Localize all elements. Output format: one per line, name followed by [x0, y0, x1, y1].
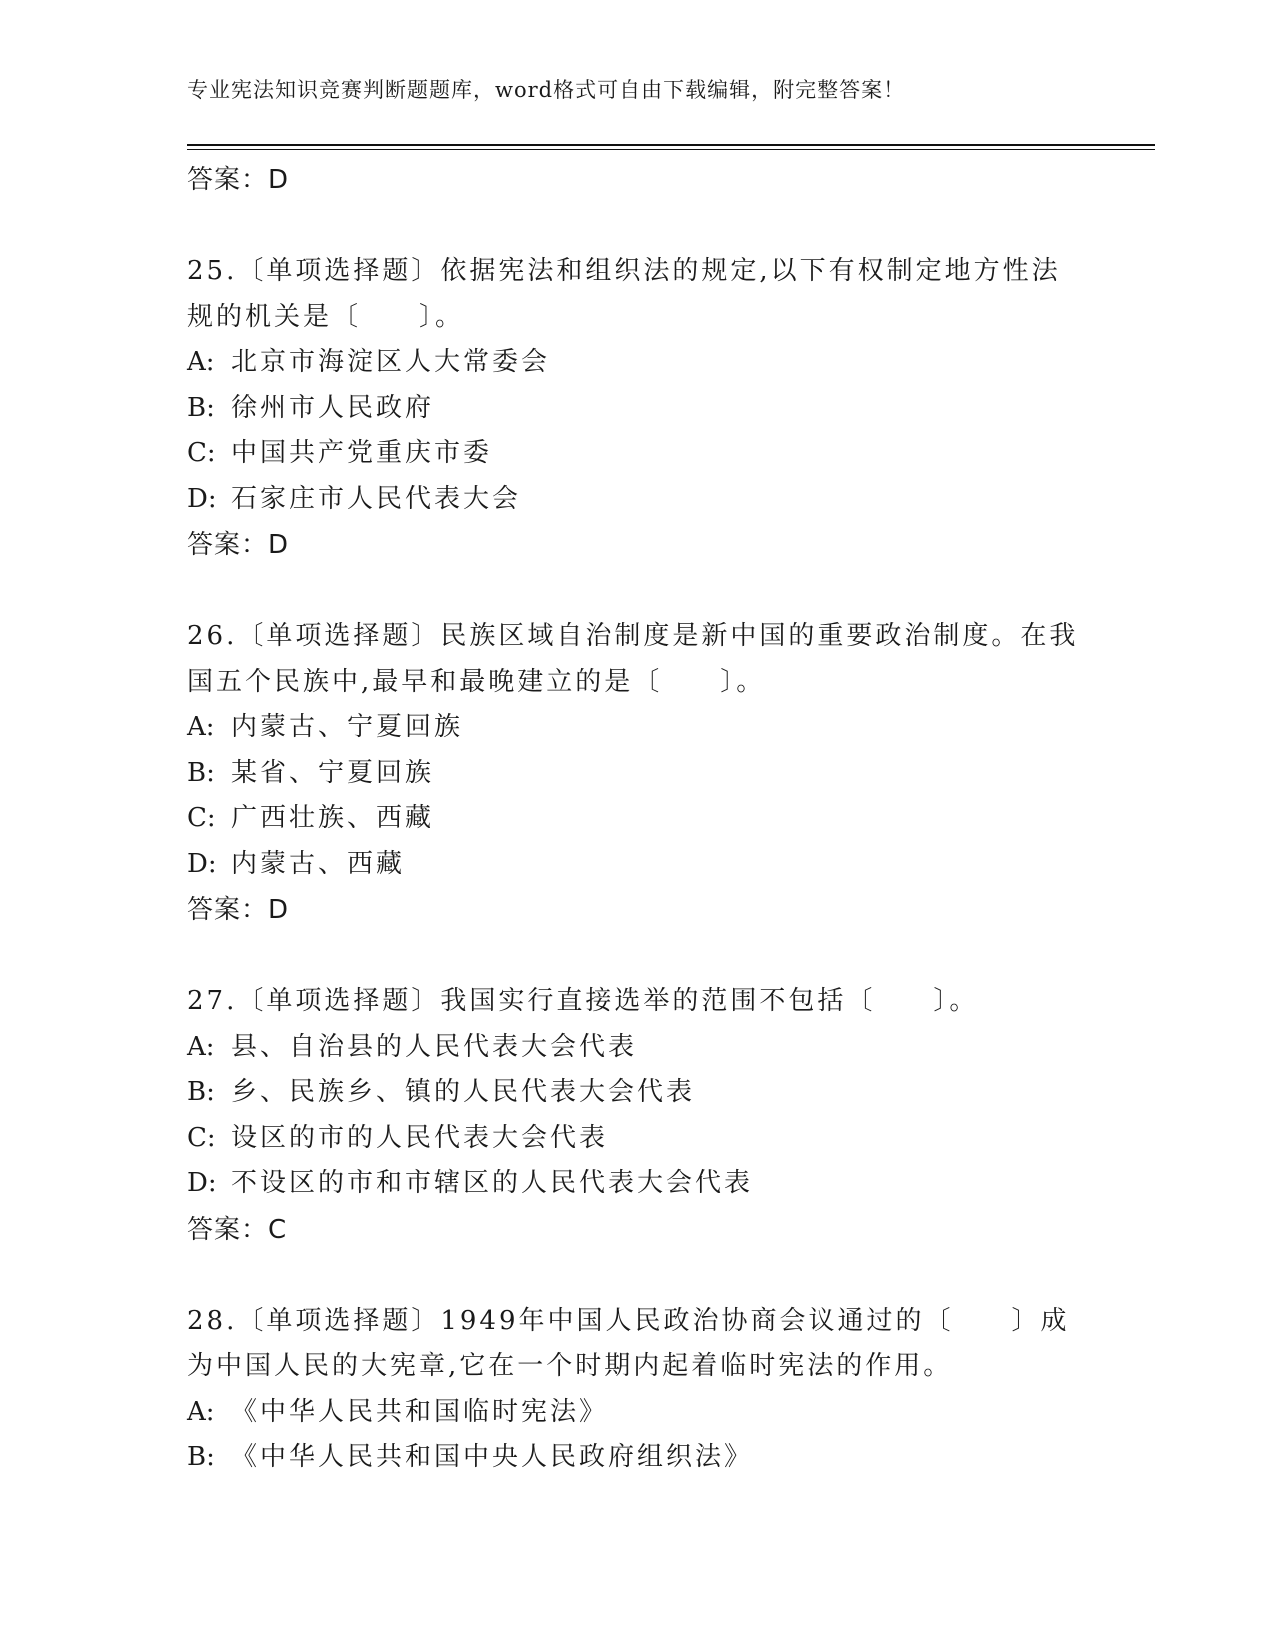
option-key: D: — [187, 848, 217, 879]
option-b — [187, 1435, 1087, 1481]
option-a — [187, 1025, 1087, 1071]
answer-line: 答案：D — [187, 895, 290, 925]
option-text: 中国共产党重庆市委 — [231, 438, 493, 468]
option-key: C: — [187, 438, 216, 468]
option-d — [187, 477, 1087, 523]
option-text: 内蒙古、宁夏回族 — [231, 712, 464, 742]
option-text: 《中华人民共和国中央人民政府组织法》 — [231, 1442, 754, 1472]
option-text: 《中华人民共和国临时宪法》 — [231, 1396, 609, 1427]
option-text: 设区的市的人民代表大会代表 — [231, 1122, 609, 1153]
question-text: 28.〔单项选择题〕1949年中国人民政治协商会议通过的〔 〕成为中国人民的大宪章,它在一个时期内起着临时宪法的作用。 — [187, 1305, 1070, 1381]
option-key: B: — [187, 1077, 215, 1107]
option-text: 乡、民族乡、镇的人民代表大会代表 — [231, 1077, 696, 1107]
answer-line: 答案：D — [187, 530, 290, 560]
header-divider — [187, 144, 1155, 150]
option-key: A: — [187, 1396, 215, 1427]
option-text: 不设区的市和市辖区的人民代表大会代表 — [231, 1168, 754, 1198]
option-key: B: — [187, 757, 215, 788]
option-text: 县、自治县的人民代表大会代表 — [231, 1031, 638, 1062]
option-text: 徐州市人民政府 — [231, 392, 435, 423]
option-key: A: — [187, 347, 215, 377]
answer-line: 答案：D — [187, 165, 290, 195]
question-27 — [187, 979, 1087, 1253]
option-a — [187, 340, 1087, 386]
option-a — [187, 1390, 1087, 1436]
page-header: 专业宪法知识竞赛判断题题库，word格式可自由下载编辑，附完整答案！ — [187, 78, 906, 102]
option-key: D: — [187, 483, 217, 514]
option-text: 某省、宁夏回族 — [231, 757, 435, 788]
question-text: 26.〔单项选择题〕民族区域自治制度是新中国的重要政治制度。在我国五个民族中,最早和最晚建立的是〔 〕。 — [187, 621, 1079, 697]
option-b — [187, 1070, 1087, 1116]
option-b — [187, 386, 1087, 432]
document-body — [187, 157, 1087, 1481]
option-key: A: — [187, 1031, 215, 1062]
question-26 — [187, 614, 1087, 933]
option-c — [187, 1116, 1087, 1162]
option-key: C: — [187, 803, 216, 833]
option-key: C: — [187, 1122, 216, 1153]
option-d — [187, 842, 1087, 888]
question-text: 27.〔单项选择题〕我国实行直接选举的范围不包括〔 〕。 — [187, 986, 979, 1016]
option-key: B: — [187, 1442, 215, 1472]
answer-line: 答案：C — [187, 1214, 288, 1245]
option-d — [187, 1161, 1087, 1207]
option-key: A: — [187, 712, 215, 742]
option-b — [187, 751, 1087, 797]
option-c — [187, 796, 1087, 842]
option-text: 北京市海淀区人大常委会 — [231, 347, 551, 377]
option-text: 石家庄市人民代表大会 — [231, 483, 522, 514]
question-text: 25.〔单项选择题〕依据宪法和组织法的规定,以下有权制定地方性法规的机关是〔 〕。 — [187, 256, 1061, 332]
option-text: 内蒙古、西藏 — [231, 848, 406, 879]
question-28 — [187, 1299, 1087, 1481]
question-25 — [187, 249, 1087, 568]
option-c — [187, 431, 1087, 477]
option-a — [187, 705, 1087, 751]
option-text: 广西壮族、西藏 — [231, 803, 435, 833]
option-key: B: — [187, 392, 215, 423]
option-key: D: — [187, 1168, 217, 1198]
